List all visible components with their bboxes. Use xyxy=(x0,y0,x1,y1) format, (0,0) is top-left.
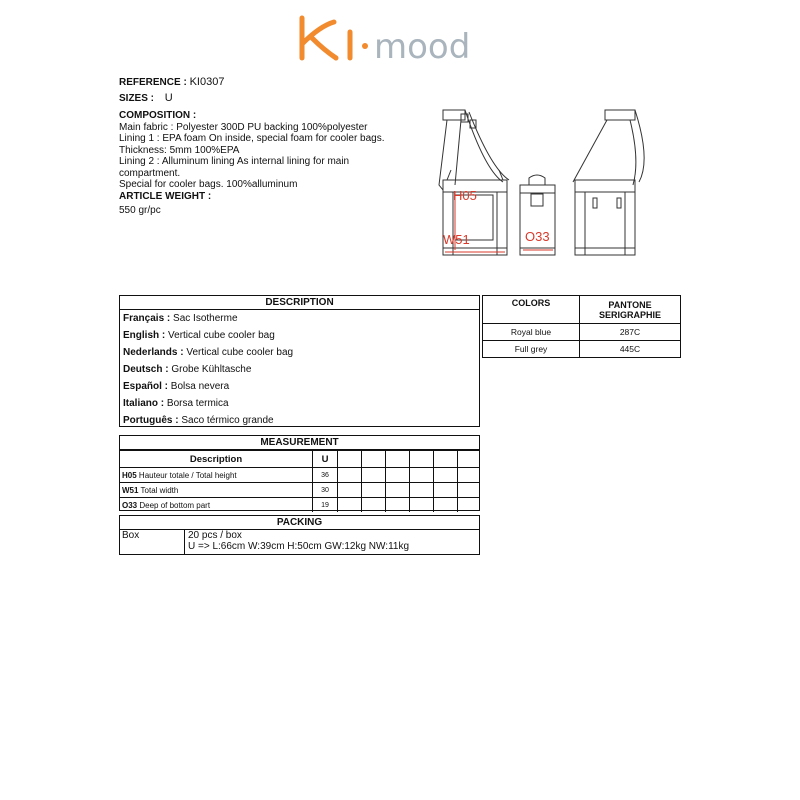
measurement-table xyxy=(120,450,479,512)
o33-marker-label: O33 xyxy=(525,229,550,244)
composition-line: Lining 1 : EPA foam On inside, special foam for cooler bags. xyxy=(119,133,385,144)
lang-text: Sac Isotherme xyxy=(173,313,238,324)
color-row xyxy=(483,324,681,341)
color-row xyxy=(483,341,681,358)
lang-label: Español : xyxy=(123,381,169,392)
empty-col xyxy=(385,451,409,468)
measurement-box xyxy=(119,435,480,511)
empty-col xyxy=(457,451,479,468)
description-row xyxy=(120,310,479,327)
weight-label: ARTICLE WEIGHT : xyxy=(119,190,212,202)
description-row xyxy=(120,344,479,361)
logo-ki-mark xyxy=(302,18,350,58)
description-title: DESCRIPTION xyxy=(120,296,479,310)
colors-col-header: COLORS xyxy=(483,296,580,324)
measurement-value: 19 xyxy=(313,498,338,513)
lang-label: Français : xyxy=(123,313,171,324)
description-box xyxy=(119,295,480,427)
logo-mood-text: mood xyxy=(374,27,471,67)
color-name: Full grey xyxy=(483,341,580,358)
h05-marker-label: H05 xyxy=(453,188,477,203)
composition-block xyxy=(119,110,385,217)
pantone-code: 445C xyxy=(580,341,681,358)
measurement-desc: Hauteur totale / Total height xyxy=(138,470,237,480)
lang-text: Vertical cube cooler bag xyxy=(168,330,275,341)
packing-label: Box xyxy=(120,530,185,554)
lang-label: Italiano : xyxy=(123,398,165,409)
description-row xyxy=(120,378,479,395)
lang-label: English : xyxy=(123,330,166,341)
measurement-desc-cell xyxy=(120,498,313,513)
packing-line2: U => L:66cm W:39cm H:50cm GW:12kg NW:11kg xyxy=(188,541,410,552)
reference-row xyxy=(119,77,224,89)
description-row xyxy=(120,412,479,429)
measurement-value: 36 xyxy=(313,468,338,483)
reference-value: KI0307 xyxy=(189,76,225,88)
lang-text: Bolsa nevera xyxy=(170,381,230,392)
measurement-header-row xyxy=(120,451,479,468)
w51-marker-label: W51 xyxy=(443,232,470,247)
weight-value: 550 gr/pc xyxy=(119,205,161,216)
logo-ki-text: ki xyxy=(290,8,291,9)
measurement-row xyxy=(120,483,479,498)
packing-box xyxy=(119,515,480,555)
sizes-row xyxy=(119,93,173,105)
composition-label: COMPOSITION : xyxy=(119,110,197,121)
composition-line: compartment. xyxy=(119,167,181,179)
pantone-header-line1: PANTONE xyxy=(608,299,652,310)
lang-text: Grobe Kühltasche xyxy=(171,364,252,375)
lang-text: Saco térmico grande xyxy=(181,415,274,426)
composition-line: Special for cooler bags. 100%alluminum xyxy=(119,179,298,190)
measurement-code: O33 xyxy=(122,500,138,510)
pantone-col-header xyxy=(580,296,681,324)
measurement-size-header: U xyxy=(313,451,338,468)
lang-text: Vertical cube cooler bag xyxy=(186,347,294,358)
color-name: Royal blue xyxy=(483,324,580,341)
logo-dot xyxy=(362,43,368,49)
empty-col xyxy=(409,451,433,468)
measurement-value: 30 xyxy=(313,483,338,498)
lang-label: Nederlands : xyxy=(123,347,184,358)
bag-back-view xyxy=(573,110,644,255)
empty-col xyxy=(361,451,385,468)
empty-col xyxy=(433,451,457,468)
measurement-desc: Deep of bottom part xyxy=(139,500,211,510)
composition-line: Thickness: 5mm 100%EPA xyxy=(119,144,240,156)
sizes-label: SIZES : xyxy=(119,93,155,104)
empty-col xyxy=(338,451,362,468)
reference-label: REFERENCE : xyxy=(119,77,187,88)
measurement-row xyxy=(120,468,479,483)
composition-line: Lining 2 : Alluminum lining As internal lining for main xyxy=(119,156,350,167)
description-row xyxy=(120,395,479,412)
pantone-code: 287C xyxy=(580,324,681,341)
lang-label: Deutsch : xyxy=(123,364,169,375)
measurement-desc: Total width xyxy=(140,485,179,495)
measurement-code: W51 xyxy=(122,485,139,495)
packing-details xyxy=(185,530,409,554)
kimood-logo xyxy=(290,8,490,68)
packing-content xyxy=(120,530,479,554)
packing-line1: 20 pcs / box xyxy=(188,530,242,541)
measurement-row xyxy=(120,498,479,513)
colors-header-row xyxy=(483,296,681,324)
measurement-desc-cell xyxy=(120,483,313,498)
description-row xyxy=(120,361,479,378)
composition-line: Main fabric : Polyester 300D PU backing 100%polyester xyxy=(119,121,368,133)
measurement-title: MEASUREMENT xyxy=(120,436,479,450)
colors-table xyxy=(482,295,681,358)
description-row xyxy=(120,327,479,344)
packing-title: PACKING xyxy=(120,516,479,530)
pantone-header-line2: SERIGRAPHIE xyxy=(598,309,661,320)
measurement-code: H05 xyxy=(122,470,137,480)
bag-technical-sketch xyxy=(425,100,685,265)
sizes-value: U xyxy=(164,92,173,104)
lang-label: Português : xyxy=(123,415,179,426)
lang-text: Borsa termica xyxy=(166,398,229,409)
measurement-desc-header: Description xyxy=(120,451,313,468)
measurement-desc-cell xyxy=(120,468,313,483)
